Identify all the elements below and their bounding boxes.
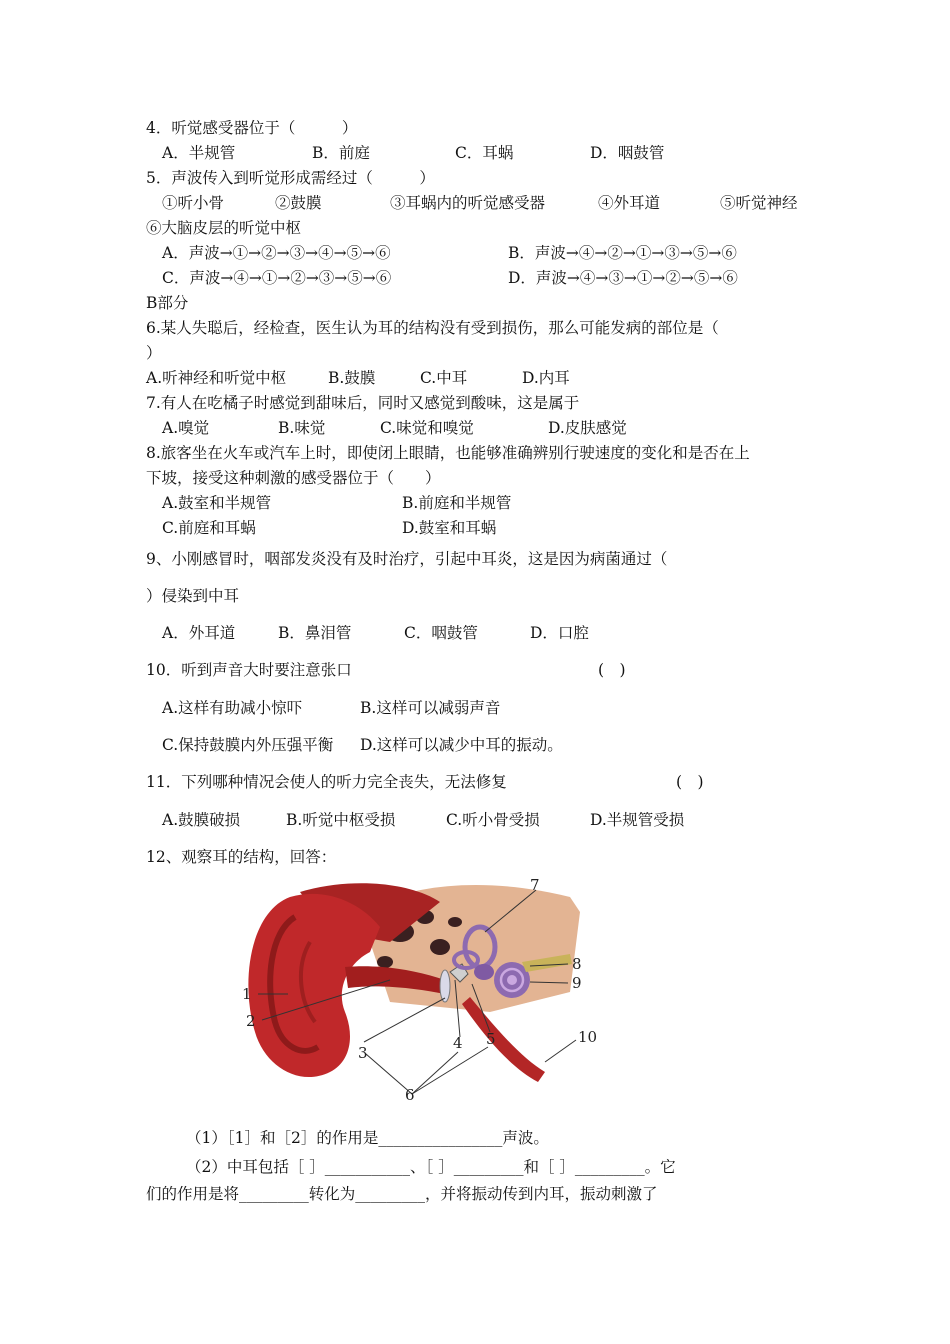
q9-option-a[interactable]: A．外耳道 [162, 624, 236, 642]
q6-stem-line1: 6.某人失聪后，经检查，医生认为耳的结构没有受到损伤，那么可能发病的部位是（ [146, 319, 719, 337]
q8-stem-line1: 8.旅客坐在火车或汽车上时，即使闭上眼睛，也能够准确辨别行驶速度的变化和是否在上 [146, 444, 750, 462]
q8-option-c[interactable]: C.前庭和耳蜗 [162, 519, 256, 537]
label-1: 1 [242, 985, 252, 1003]
q10-answer-bracket[interactable]: ( ) [598, 661, 626, 679]
label-4: 4 [453, 1034, 463, 1052]
q5-item-2: ②鼓膜 [275, 194, 322, 212]
q12-sub1: （1）［1］和［2］的作用是________________声波。 [186, 1129, 549, 1147]
q6-option-b[interactable]: B.鼓膜 [328, 369, 376, 387]
q6-stem-line2: ） [146, 344, 162, 362]
q11-option-b[interactable]: B.听觉中枢受损 [286, 811, 396, 829]
q4-option-c[interactable]: C．耳蜗 [455, 144, 514, 162]
q11-option-a[interactable]: A.鼓膜破损 [162, 811, 241, 829]
q8-option-b[interactable]: B.前庭和半规管 [402, 494, 512, 512]
q9-option-d[interactable]: D．口腔 [530, 624, 589, 642]
q4-stem: 4．听觉感受器位于（ ） [146, 119, 358, 137]
q7-option-d[interactable]: D.皮肤感觉 [548, 419, 627, 437]
q11-stem: 11．下列哪种情况会使人的听力完全丧失，无法修复 [146, 773, 507, 791]
q4-option-d[interactable]: D．咽鼓管 [590, 144, 665, 162]
section-b-heading: B部分 [146, 294, 189, 312]
q5-option-a[interactable]: A．声波→①→②→③→④→⑤→⑥ [162, 244, 391, 262]
label-6: 6 [405, 1086, 415, 1102]
vestibule [474, 964, 494, 980]
q10-option-d[interactable]: D.这样可以减少中耳的振动。 [360, 736, 563, 754]
q4-option-a[interactable]: A．半规管 [162, 144, 236, 162]
q5-item-1: ①听小骨 [162, 194, 225, 212]
q7-option-c[interactable]: C.味觉和嗅觉 [380, 419, 474, 437]
q12-sub2-line1: （2）中耳包括［ ］___________、［ ］_________和［ ］_________。它 [186, 1158, 676, 1176]
q5-option-c[interactable]: C．声波→④→①→②→③→⑤→⑥ [162, 269, 392, 287]
q5-option-b[interactable]: B．声波→④→②→①→③→⑤→⑥ [508, 244, 737, 262]
q9-option-b[interactable]: B．鼻泪管 [278, 624, 352, 642]
q6-option-d[interactable]: D.内耳 [522, 369, 570, 387]
q5-item-3: ③耳蜗内的听觉感受器 [390, 194, 546, 212]
q11-option-d[interactable]: D.半规管受损 [590, 811, 685, 829]
q10-option-b[interactable]: B.这样可以减弱声音 [360, 699, 501, 717]
q7-option-b[interactable]: B.味觉 [278, 419, 326, 437]
q7-stem: 7.有人在吃橘子时感觉到甜味后，同时又感觉到酸味，这是属于 [146, 394, 580, 412]
label-7: 7 [530, 876, 540, 894]
q12-stem: 12、观察耳的结构，回答： [146, 848, 337, 866]
q11-option-c[interactable]: C.听小骨受损 [446, 811, 540, 829]
label-3: 3 [358, 1044, 368, 1062]
q8-stem-line2: 下坡，接受这种刺激的感受器位于（ ） [146, 469, 441, 487]
q11-answer-bracket[interactable]: ( ) [676, 773, 704, 791]
q9-stem-line2: ）侵染到中耳 [146, 587, 240, 605]
q4-option-b[interactable]: B．前庭 [312, 144, 370, 162]
q10-option-a[interactable]: A.这样有助减小惊吓 [162, 699, 303, 717]
q10-option-c[interactable]: C.保持鼓膜内外压强平衡 [162, 736, 334, 754]
q8-option-d[interactable]: D.鼓室和耳蜗 [402, 519, 497, 537]
q10-stem: 10．听到声音大时要注意张口 [146, 661, 352, 679]
q12-sub2-line2: 们的作用是将_________转化为_________，并将振动传到内耳，振动刺激了 [146, 1185, 658, 1203]
q5-item-6: ⑥大脑皮层的听觉中枢 [146, 219, 302, 237]
q6-option-c[interactable]: C.中耳 [420, 369, 468, 387]
q7-option-a[interactable]: A.嗅觉 [162, 419, 210, 437]
q9-stem-line1: 9、小刚感冒时，咽部发炎没有及时治疗，引起中耳炎，这是因为病菌通过（ [146, 550, 668, 568]
q5-item-5: ⑤听觉神经 [720, 194, 798, 212]
ear-structure-diagram [240, 872, 620, 1102]
q5-item-4: ④外耳道 [598, 194, 661, 212]
eustachian-tube [462, 997, 545, 1082]
q5-stem: 5．声波传入到听觉形成需经过（ ） [146, 169, 435, 187]
label-9: 9 [572, 974, 582, 992]
q9-option-c[interactable]: C．咽鼓管 [404, 624, 478, 642]
label-5: 5 [486, 1030, 496, 1048]
label-8: 8 [572, 955, 582, 973]
eardrum [440, 970, 450, 1002]
q6-option-a[interactable]: A.听神经和听觉中枢 [146, 369, 287, 387]
q8-option-a[interactable]: A.鼓室和半规管 [162, 494, 272, 512]
label-10: 10 [578, 1028, 598, 1046]
q5-option-d[interactable]: D．声波→④→③→①→②→⑤→⑥ [508, 269, 738, 287]
label-2: 2 [246, 1012, 256, 1030]
